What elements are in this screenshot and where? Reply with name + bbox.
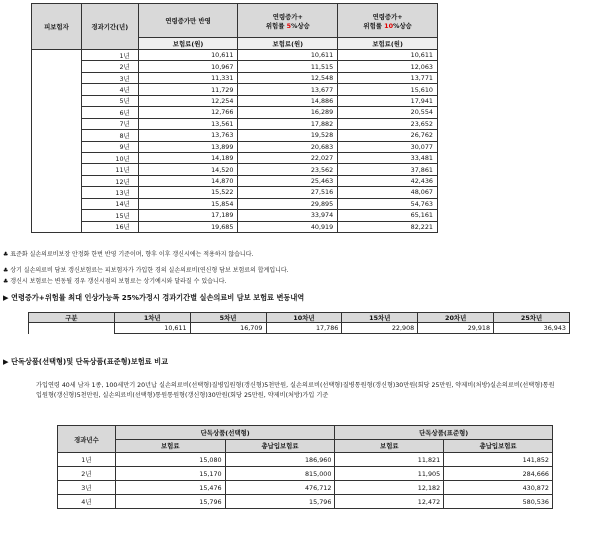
insured-blank-cell <box>32 130 82 141</box>
elapsed-year-cell: 2년 <box>58 467 116 481</box>
header-elapsed-period: 경과기간(년) <box>81 4 138 50</box>
table-row <box>32 164 438 175</box>
premium-risk5-cell: 29,895 <box>238 198 338 209</box>
section-heading-max-increase: ▶ 연령증가+위험률 최대 인상가능폭 25%가정시 경과기간별 실손의료비 담보 보험료 변동내역 <box>3 293 305 302</box>
premium-age-cell: 12,766 <box>138 107 238 118</box>
table-row <box>32 175 438 186</box>
header-c-line2-suffix: %상승 <box>393 21 412 30</box>
standard-total-cell: 141,852 <box>444 453 553 467</box>
insured-blank-cell <box>32 72 82 83</box>
subheader-premium: 보험료 <box>335 439 444 453</box>
elapsed-year-cell: 3년 <box>58 481 116 495</box>
table-row <box>32 187 438 198</box>
elapsed-year-cell: 16년 <box>81 221 138 232</box>
insured-blank-cell <box>32 118 82 129</box>
premium-risk10-cell: 48,067 <box>338 187 438 198</box>
insured-blank-cell <box>32 152 82 163</box>
header-b-line2-prefix: 위험률 <box>265 21 287 30</box>
premium-risk10-cell: 33,481 <box>338 152 438 163</box>
max-premium-cell: 10,611 <box>114 323 190 334</box>
insured-blank-cell <box>32 187 82 198</box>
premium-age-cell: 11,331 <box>138 72 238 83</box>
category-blank-cell <box>29 323 115 334</box>
header-b-line2-suffix: %상승 <box>291 21 310 30</box>
premium-risk10-cell: 23,652 <box>338 118 438 129</box>
header-elapsed-years: 경과년수 <box>58 426 116 453</box>
insured-blank-cell <box>32 221 82 232</box>
header-b-highlight: 5 <box>286 21 292 30</box>
insured-blank-cell <box>32 107 82 118</box>
optional-premium-cell: 15,476 <box>115 481 225 495</box>
header-age-risk-10 <box>338 4 438 38</box>
max-premium-cell: 22,908 <box>342 323 418 334</box>
premium-risk10-cell: 37,861 <box>338 164 438 175</box>
table-row <box>32 152 438 163</box>
elapsed-year-cell: 7년 <box>81 118 138 129</box>
insured-blank-cell <box>32 210 82 221</box>
header-b-line1: 연령증가+ <box>272 12 303 21</box>
premium-risk10-cell: 10,611 <box>338 50 438 61</box>
elapsed-year-cell: 14년 <box>81 198 138 209</box>
premium-age-cell: 15,522 <box>138 187 238 198</box>
premium-risk5-cell: 20,683 <box>238 141 338 152</box>
premium-age-cell: 14,520 <box>138 164 238 175</box>
premium-risk10-cell: 42,436 <box>338 175 438 186</box>
table-row <box>32 210 438 221</box>
standard-premium-cell: 12,182 <box>335 481 444 495</box>
note-standard: ♣ 표준화 실손의료비보장 안정화 한번 반영 기준이며, 향후 이후 갱신시에는 적용하지 않습니다. <box>3 251 254 258</box>
max-premium-cell: 17,786 <box>266 323 342 334</box>
insured-blank-cell <box>32 50 82 61</box>
premium-age-cell: 19,685 <box>138 221 238 232</box>
premium-risk5-cell: 22,027 <box>238 152 338 163</box>
subheader-total-paid: 총납입보험료 <box>444 439 553 453</box>
premium-age-cell: 13,763 <box>138 130 238 141</box>
premium-risk5-cell: 23,562 <box>238 164 338 175</box>
table-row <box>32 84 438 95</box>
table-row <box>32 107 438 118</box>
max-premium-cell: 29,918 <box>418 323 494 334</box>
premium-subheader: 보험료(원) <box>238 38 338 50</box>
table-row <box>32 50 438 61</box>
elapsed-year-cell: 11년 <box>81 164 138 175</box>
premium-risk5-cell: 25,463 <box>238 175 338 186</box>
header-category: 구분 <box>29 313 115 323</box>
premium-risk10-cell: 15,610 <box>338 84 438 95</box>
year-header-cell: 1차년 <box>114 313 190 323</box>
year-header-cell: 20차년 <box>418 313 494 323</box>
insured-blank-cell <box>32 175 82 186</box>
insured-blank-cell <box>32 164 82 175</box>
elapsed-year-cell: 4년 <box>58 495 116 509</box>
insured-blank-cell <box>32 95 82 106</box>
table-row <box>58 467 553 481</box>
premium-risk10-cell: 82,221 <box>338 221 438 232</box>
insured-blank-cell <box>32 84 82 95</box>
premium-risk10-cell: 12,063 <box>338 61 438 72</box>
standard-premium-cell: 12,472 <box>335 495 444 509</box>
premium-risk10-cell: 30,077 <box>338 141 438 152</box>
premium-risk10-cell: 13,771 <box>338 72 438 83</box>
optional-premium-cell: 15,170 <box>115 467 225 481</box>
table-row <box>58 453 553 467</box>
elapsed-year-cell: 1년 <box>58 453 116 467</box>
premium-risk5-cell: 19,528 <box>238 130 338 141</box>
subheader-premium: 보험료 <box>115 439 225 453</box>
insured-blank-cell <box>32 61 82 72</box>
elapsed-year-cell: 10년 <box>81 152 138 163</box>
elapsed-year-cell: 12년 <box>81 175 138 186</box>
comparison-conditions: 가입연령 40세 남자 1종, 100세만기 20년납 실손의료비(선택형)질병입원형(갱신형)5천만원, 실손의료비(선택형)질병통원형(갱신형)30만원(회당 25만원, 약제비(처방)실손의료비(선택형)통원입원형(갱신형)5천만원, 실손의료비(선택형)통원통원형(갱신형)30만원(회당 25만원, 약제비(처방)가입 기준 <box>36 382 555 399</box>
table-row <box>32 61 438 72</box>
year-header-cell: 5차년 <box>190 313 266 323</box>
premium-age-cell: 17,189 <box>138 210 238 221</box>
optional-total-cell: 476,712 <box>225 481 335 495</box>
table-row <box>32 118 438 129</box>
table-row <box>32 221 438 232</box>
header-optional-product: 단독상품(선택형) <box>115 426 335 440</box>
premium-risk5-cell: 13,677 <box>238 84 338 95</box>
header-c-line2-prefix: 위험률 <box>363 21 385 30</box>
subheader-total-paid: 총납입보험료 <box>225 439 335 453</box>
year-header-cell: 25차년 <box>494 313 570 323</box>
header-age-risk-5 <box>238 4 338 38</box>
note-renewal-change: ♣ 갱신시 보험료는 변동될 경우 갱신시점의 보험료는 상기예시와 달라질 수 있습니다. <box>3 278 227 285</box>
elapsed-year-cell: 8년 <box>81 130 138 141</box>
premium-risk10-cell: 17,941 <box>338 95 438 106</box>
premium-subheader: 보험료(원) <box>338 38 438 50</box>
premium-age-cell: 10,611 <box>138 50 238 61</box>
elapsed-year-cell: 4년 <box>81 84 138 95</box>
premium-risk10-cell: 26,762 <box>338 130 438 141</box>
table-row <box>58 481 553 495</box>
elapsed-year-cell: 3년 <box>81 72 138 83</box>
premium-subheader: 보험료(원) <box>138 38 238 50</box>
table-row <box>32 198 438 209</box>
standard-total-cell: 284,666 <box>444 467 553 481</box>
premium-age-cell: 11,729 <box>138 84 238 95</box>
premium-risk10-cell: 65,161 <box>338 210 438 221</box>
elapsed-year-cell: 5년 <box>81 95 138 106</box>
year-header-cell: 15차년 <box>342 313 418 323</box>
elapsed-year-cell: 6년 <box>81 107 138 118</box>
premium-risk5-cell: 11,515 <box>238 61 338 72</box>
premium-age-cell: 10,967 <box>138 61 238 72</box>
premium-age-cell: 14,189 <box>138 152 238 163</box>
standard-total-cell: 580,536 <box>444 495 553 509</box>
header-c-line1: 연령증가+ <box>372 12 403 21</box>
max-increase-table <box>28 312 570 334</box>
premium-change-table <box>31 3 438 233</box>
header-c-highlight: 10 <box>384 21 394 30</box>
elapsed-year-cell: 2년 <box>81 61 138 72</box>
insured-blank-cell <box>32 141 82 152</box>
elapsed-year-cell: 1년 <box>81 50 138 61</box>
optional-total-cell: 186,960 <box>225 453 335 467</box>
premium-risk10-cell: 54,763 <box>338 198 438 209</box>
table-row <box>32 141 438 152</box>
table-row <box>58 495 553 509</box>
premium-risk5-cell: 27,516 <box>238 187 338 198</box>
premium-risk5-cell: 16,289 <box>238 107 338 118</box>
max-premium-cell: 16,709 <box>190 323 266 334</box>
elapsed-year-cell: 13년 <box>81 187 138 198</box>
header-age-increase: 연령증가만 반영 <box>138 4 238 38</box>
premium-risk5-cell: 17,882 <box>238 118 338 129</box>
header-standard-product: 단독상품(표준형) <box>335 426 553 440</box>
premium-risk5-cell: 33,974 <box>238 210 338 221</box>
optional-premium-cell: 15,796 <box>115 495 225 509</box>
premium-age-cell: 12,254 <box>138 95 238 106</box>
product-comparison-table <box>57 425 553 509</box>
table-row <box>32 72 438 83</box>
table-row <box>32 95 438 106</box>
premium-risk5-cell: 12,548 <box>238 72 338 83</box>
elapsed-year-cell: 9년 <box>81 141 138 152</box>
premium-age-cell: 13,899 <box>138 141 238 152</box>
year-header-cell: 10차년 <box>266 313 342 323</box>
standard-premium-cell: 11,821 <box>335 453 444 467</box>
max-premium-cell: 36,943 <box>494 323 570 334</box>
premium-age-cell: 15,854 <box>138 198 238 209</box>
header-insured: 피보험자 <box>32 4 82 50</box>
standard-premium-cell: 11,905 <box>335 467 444 481</box>
premium-risk5-cell: 14,886 <box>238 95 338 106</box>
insured-blank-cell <box>32 198 82 209</box>
table-row <box>32 130 438 141</box>
section-heading-comparison: ▶ 단독상품(선택형)및 단독상품(표준형)보험료 비교 <box>3 357 169 366</box>
standard-total-cell: 430,872 <box>444 481 553 495</box>
elapsed-year-cell: 15년 <box>81 210 138 221</box>
optional-total-cell: 15,796 <box>225 495 335 509</box>
premium-risk5-cell: 10,611 <box>238 50 338 61</box>
optional-premium-cell: 15,080 <box>115 453 225 467</box>
optional-total-cell: 815,000 <box>225 467 335 481</box>
premium-risk5-cell: 40,919 <box>238 221 338 232</box>
premium-age-cell: 14,870 <box>138 175 238 186</box>
premium-risk10-cell: 20,554 <box>338 107 438 118</box>
note-renewal-premium: ♣ 상기 실손의료비 담보 갱신보험료는 피보험자가 가입한 경의 실손의료비(연신형 담보 보험료의 합계입니다. <box>3 267 289 274</box>
premium-age-cell: 13,561 <box>138 118 238 129</box>
